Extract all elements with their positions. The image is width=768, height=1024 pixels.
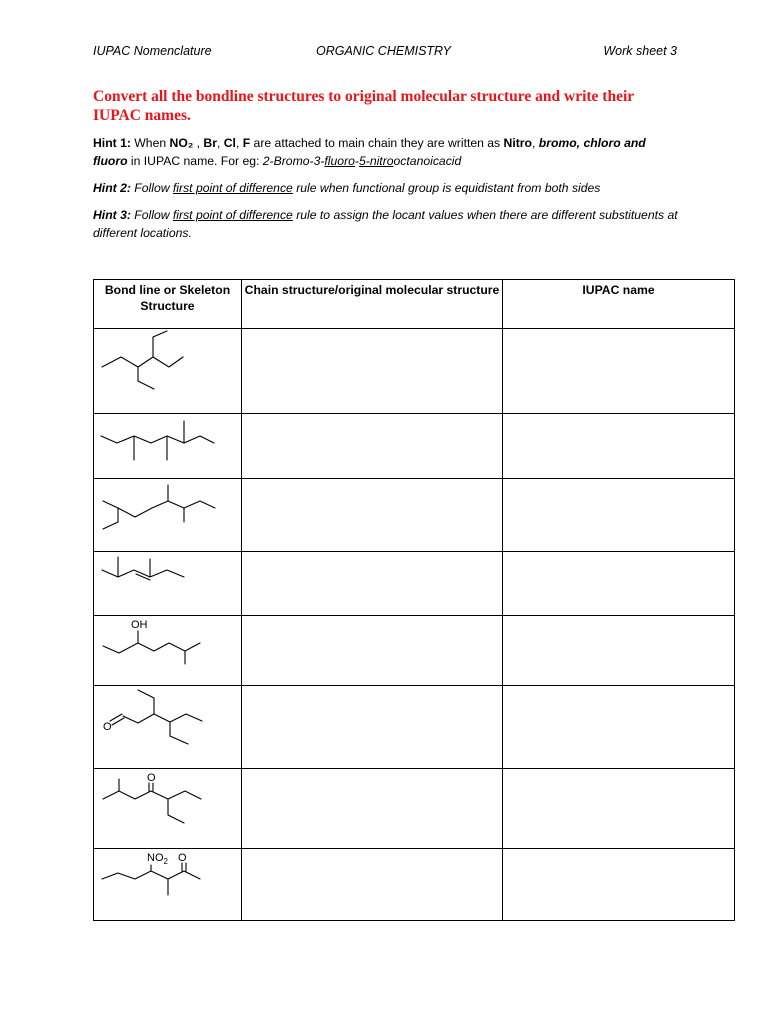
bondline-structure-6 <box>94 686 240 768</box>
acyl-oxygen-label: O <box>178 852 187 864</box>
hint-1-bromo-chloro: bromo, chloro and <box>538 136 646 150</box>
hint-1-nitro: Nitro <box>503 136 532 150</box>
table-row <box>94 686 735 769</box>
hint-1-example-b: fluoro <box>324 154 355 168</box>
chain-structure-answer-2[interactable] <box>242 414 503 479</box>
iupac-name-answer-2[interactable] <box>503 414 735 479</box>
worksheet-table <box>93 279 735 921</box>
structure-cell-3 <box>94 479 242 552</box>
hint-2-text-a: Follow <box>130 181 173 195</box>
hint-3-text-a: Follow <box>130 208 173 222</box>
hint-1-br: Br <box>203 136 217 150</box>
hint-3-label: Hint 3: <box>93 208 131 222</box>
table-row <box>94 414 735 479</box>
iupac-name-answer-8[interactable] <box>503 849 735 921</box>
chain-structure-answer-7[interactable] <box>242 769 503 849</box>
iupac-name-answer-7[interactable] <box>503 769 735 849</box>
hint-3-text-b: rule to assign the locant values when there are different substituents at different locations. <box>93 208 678 240</box>
hint-3-rule: first point of difference <box>172 208 293 222</box>
table-row <box>94 552 735 616</box>
hint-1-text-e: are attached to main chain they are written as <box>250 136 504 150</box>
hint-1-text-a: When <box>130 136 170 150</box>
table-row <box>94 849 735 921</box>
hint-1-example-e: octanoicacid <box>393 154 462 168</box>
hint-2-text-b: rule when functional group is equidistant from both sides <box>292 181 601 195</box>
hint-2 <box>93 179 693 197</box>
bondline-structure-4 <box>94 552 240 615</box>
structure-cell-7 <box>94 769 242 849</box>
iupac-name-answer-4[interactable] <box>503 552 735 616</box>
iupac-name-answer-3[interactable] <box>503 479 735 552</box>
table-header-row <box>94 280 735 329</box>
ketone-oxygen-label: O <box>147 772 156 784</box>
table-row <box>94 479 735 552</box>
hint-1-text-b: , <box>193 136 204 150</box>
hint-1-example-c: - <box>354 154 359 168</box>
hint-1-text-d: , <box>235 136 243 150</box>
hint-1-text-f: , <box>531 136 539 150</box>
chain-structure-answer-6[interactable] <box>242 686 503 769</box>
header-chain-structure: Chain structure/original molecular structure <box>242 280 503 329</box>
chain-structure-answer-3[interactable] <box>242 479 503 552</box>
bondline-structure-8 <box>94 849 240 920</box>
chain-structure-answer-5[interactable] <box>242 616 503 686</box>
nitro-group-label <box>147 852 169 866</box>
iupac-name-answer-1[interactable] <box>503 329 735 414</box>
hint-1 <box>93 134 693 170</box>
instruction-heading: Convert all the bondline structures to original molecular structure and write their IUPAC names. <box>93 88 634 124</box>
header-iupac-name: IUPAC name <box>503 280 735 329</box>
table-row <box>94 616 735 686</box>
structure-cell-6 <box>94 686 242 769</box>
nitro-label-subscript: 2 <box>163 857 168 866</box>
nitro-label-no: NO <box>147 852 164 864</box>
hint-2-rule: first point of difference <box>172 181 293 195</box>
page-header <box>93 44 677 62</box>
hint-1-fluoro: fluoro <box>93 154 128 168</box>
bondline-structure-3 <box>94 479 240 551</box>
header-bondline: Bond line or Skeleton Structure <box>94 280 242 329</box>
iupac-name-answer-5[interactable] <box>503 616 735 686</box>
hint-1-text-g: in IUPAC name. For eg: <box>127 154 263 168</box>
chain-structure-answer-4[interactable] <box>242 552 503 616</box>
table-row <box>94 769 735 849</box>
header-worksheet-number: Work sheet 3 <box>603 44 677 58</box>
hint-1-no2: NO₂ <box>169 136 194 150</box>
hint-1-f: F <box>242 136 251 150</box>
carbonyl-oxygen-label: O <box>103 721 112 733</box>
structure-cell-5 <box>94 616 242 686</box>
hint-1-text-c: , <box>216 136 224 150</box>
hint-3 <box>93 206 693 242</box>
chain-structure-answer-8[interactable] <box>242 849 503 921</box>
bondline-structure-7 <box>94 769 240 848</box>
hint-2-label: Hint 2: <box>93 181 131 195</box>
bondline-structure-5 <box>94 616 240 685</box>
hydroxyl-label: OH <box>131 619 148 631</box>
structure-cell-1 <box>94 329 242 414</box>
structure-cell-2 <box>94 414 242 479</box>
structure-cell-4 <box>94 552 242 616</box>
hint-1-example-a: 2-Bromo-3- <box>262 154 325 168</box>
hint-1-cl: Cl <box>223 136 236 150</box>
bondline-structure-1 <box>94 329 240 413</box>
hint-1-example-d: 5-nitro <box>358 154 394 168</box>
structure-cell-8 <box>94 849 242 921</box>
table-row <box>94 329 735 414</box>
chain-structure-answer-1[interactable] <box>242 329 503 414</box>
iupac-name-answer-6[interactable] <box>503 686 735 769</box>
header-subject: ORGANIC CHEMISTRY <box>316 44 451 58</box>
hint-1-label: Hint 1: <box>93 136 131 150</box>
header-topic: IUPAC Nomenclature <box>93 44 212 58</box>
bondline-structure-2 <box>94 414 240 478</box>
